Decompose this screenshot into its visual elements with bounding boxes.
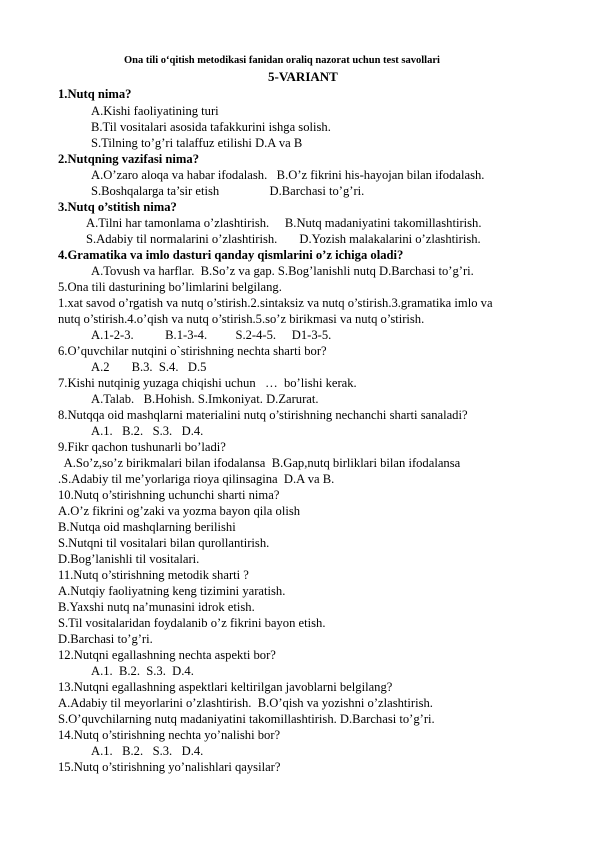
answer-line: A.So’z,so’z birikmalari bilan ifodalansa B.Gap,nutq birliklari bilan ifodalansa (58, 456, 461, 470)
variant-heading: 5-VARIANT (268, 69, 338, 84)
question-14: 14.Nutq o’stirishning nechta yo’nalishi bor? (58, 728, 281, 742)
answer-line: A.Kishi faoliyatining turi (91, 104, 219, 118)
answer-line: A.Nutqiy faoliyatning keng tizimini yaratish. (58, 584, 286, 598)
answer-line: S.Boshqalarga ta’sir etish D.Barchasi to’g’ri. (91, 184, 365, 198)
question-11: 11.Nutq o’stirishning metodik sharti ? (58, 568, 249, 582)
answer-line: A.Tovush va harflar. B.So’z va gap. S.Bog’lanishli nutq D.Barchasi to’g’ri. (91, 264, 474, 278)
answer-line: B.Nutqa oid mashqlarning berilishi (58, 520, 236, 534)
answer-line: A.O’z fikrini og’zaki va yozma bayon qila olish (58, 504, 301, 518)
question-2: 2.Nutqning vazifasi nima? (58, 152, 200, 166)
question-15: 15.Nutq o’stirishning yo’nalishlari qaysilar? (58, 760, 281, 774)
question-1: 1.Nutq nima? (58, 87, 132, 101)
answer-line: S.Nutqni til vositalari bilan qurollantirish. (58, 536, 270, 550)
answer-line: S.Til vositalaridan foydalanib o’z fikrini bayon etish. (58, 616, 326, 630)
question-text: 1.xat savod o’rgatish va nutq o’stirish.2.sintaksiz va nutq o’stirish.3.gramatika imlo va (58, 296, 493, 310)
question-13: 13.Nutqni egallashning aspektlari keltirilgan javoblarni belgilang? (58, 680, 393, 694)
answer-line: A.Tilni har tamonlama o’zlashtirish. B.Nutq madaniyatini takomillashtirish. (86, 216, 482, 230)
answer-line: S.O’quvchilarning nutq madaniyatini takomillashtirish. D.Barchasi to’g’ri. (58, 712, 435, 726)
answer-line: A.Talab. B.Hohish. S.Imkoniyat. D.Zarurat. (91, 392, 319, 406)
answer-line: D.Bog’lanishli til vositalari. (58, 552, 200, 566)
answer-line: A.1. B.2. S.3. D.4. (91, 744, 204, 758)
question-text: nutq o’stirish.4.o’qish va nutq o’stirish.5.so’z birikmasi va nutq o’stirish. (58, 312, 425, 326)
answer-line: D.Barchasi to’g’ri. (58, 632, 153, 646)
answer-line: A.1. B.2. S.3. D.4. (91, 424, 204, 438)
question-3: 3.Nutq o’stitish nima? (58, 200, 177, 214)
answer-line: B.Til vositalari asosida tafakkurini ishga solish. (91, 120, 331, 134)
answer-line: A.1. B.2. S.3. D.4. (91, 664, 194, 678)
question-7: 7.Kishi nutqinig yuzaga chiqishi uchun … bo’lishi kerak. (58, 376, 357, 390)
answer-line: A.2 B.3. S.4. D.5 (91, 360, 207, 374)
document-title: Ona tili o‘qitish metodikasi fanidan oraliq nazorat uchun test savollari (124, 55, 440, 66)
answer-line: A.1-2-3. B.1-3-4. S.2-4-5. D1-3-5. (91, 328, 332, 342)
question-6: 6.O’quvchilar nutqini o`stirishning nechta sharti bor? (58, 344, 327, 358)
question-10: 10.Nutq o’stirishning uchunchi sharti nima? (58, 488, 280, 502)
answer-line: B.Yaxshi nutq na’munasini idrok etish. (58, 600, 255, 614)
answer-line: S.Tilning to’g’ri talaffuz etilishi D.A va B (91, 136, 303, 150)
answer-line: A.O’zaro aloqa va habar ifodalash. B.O’z fikrini his-hayojan bilan ifodalash. (91, 168, 485, 182)
answer-line: .S.Adabiy til me’yorlariga rioya qilinsagina D.A va B. (58, 472, 335, 486)
question-9: 9.Fikr qachon tushunarli bo’ladi? (58, 440, 226, 454)
question-12: 12.Nutqni egallashning nechta aspekti bor? (58, 648, 276, 662)
question-4: 4.Gramatika va imlo dasturi qanday qismlarini o’z ichiga oladi? (58, 248, 404, 262)
answer-line: A.Adabiy til meyorlarini o’zlashtirish. B.O’qish va yozishni o’zlashtirish. (58, 696, 433, 710)
answer-line: S.Adabiy til normalarini o’zlashtirish. D.Yozish malakalarini o’zlashtirish. (86, 232, 481, 246)
question-5: 5.Ona tili dasturining bo’limlarini belgilang. (58, 280, 282, 294)
question-8: 8.Nutqqa oid mashqlarni materialini nutq o’stirishning nechanchi sharti sanaladi? (58, 408, 468, 422)
